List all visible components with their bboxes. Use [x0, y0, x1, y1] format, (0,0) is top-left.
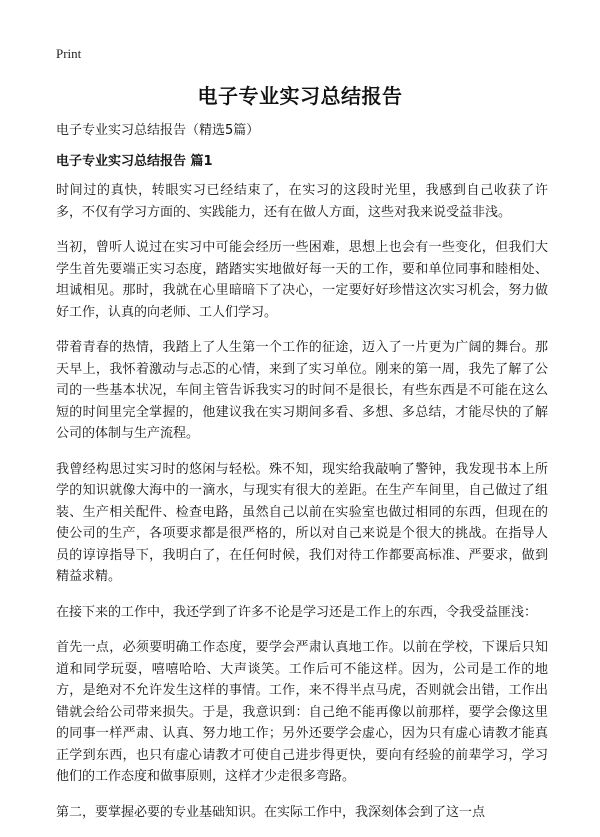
paragraph-3: 带着青春的热情，我踏上了人生第一个工作的征途，迈入了一片更为广阔的舞台。那天早上，我怀着激动与忐忑的心情，来到了实习单位。刚来的第一周，我先了解了公司的一些基本状况，车间主管告诉我实习的时间不是很长，有些东西是不可能在这么短的时间里完全掌握的，他建议我在实习期间多看、多想、多总结，才能尽快的了解公司的体制与生产流程。: [56, 340, 548, 441]
paragraph-2: 当初，曾听人说过在实习中可能会经历一些困难，思想上也会有一些变化，但我们大学生首先要端正实习态度，踏踏实实地做好每一天的工作，要和单位同事和睦相处、坦诚相见。那时，我就在心里暗暗下了决心，一定要好好珍惜这次实习机会，努力做好工作，认真的向老师、工人们学习。: [56, 240, 548, 320]
document-subtitle: 电子专业实习总结报告（精选5篇）: [56, 123, 260, 138]
document-title: 电子专业实习总结报告: [197, 84, 403, 108]
section-heading: 电子专业实习总结报告 篇1: [56, 154, 213, 169]
body-text: [56, 180, 548, 837]
paragraph-5: 在接下来的工作中，我还学到了许多不论是学习还是工作上的东西，令我受益匪浅：: [56, 604, 538, 620]
paragraph-6: 首先一点，必须要明确工作态度，要学会严肃认真地工作。以前在学校，下课后只知道和同学玩耍，嘻嘻哈哈、大声谈笑。工作后可不能这样。因为，公司是工作的地方，是绝对不允许发生这样的事情。工作，来不得半点马虎，否则就会出错，工作出错就会给公司带来损失。于是，我意识到：自己绝不能再像以前那样，要学会像这里的同事一样严肃、认真、努力地工作；另外还要学会虚心，因为只有虚心请教才能真正学到东西，也只有虚心请教才可使自己进步得更快，要向有经验的前辈学习，学习他们的工作态度和做事原则，这样才少走很多弯路。: [56, 640, 548, 784]
paragraph-4: 我曾经构思过实习时的悠闲与轻松。殊不知，现实给我敲响了警钟，我发现书本上所学的知识就像大海中的一滴水，与现实有很大的差距。在生产车间里，自己做过了组装、生产相关配件、检查电路，虽然自己以前在实验室也做过相同的东西，但现在的使公司的生产，各项要求都是很严格的，所以对自己来说是个很大的挑战。在指导人员的谆谆指导下，我明白了，在任何时候，我们对待工作都要高标准、严要求，做到精益求精。: [56, 461, 548, 584]
print-link[interactable]: Print: [56, 46, 82, 61]
paragraph-1: 时间过的真快，转眼实习已经结束了，在实习的这段时光里，我感到自己收获了许多，不仅有学习方面的、实践能力，还有在做人方面，这些对我来说受益非浅。: [56, 183, 548, 220]
paragraph-7: 第二，要掌握必要的专业基础知识。在实际工作中，我深刻体会到了这一点: [56, 804, 486, 820]
